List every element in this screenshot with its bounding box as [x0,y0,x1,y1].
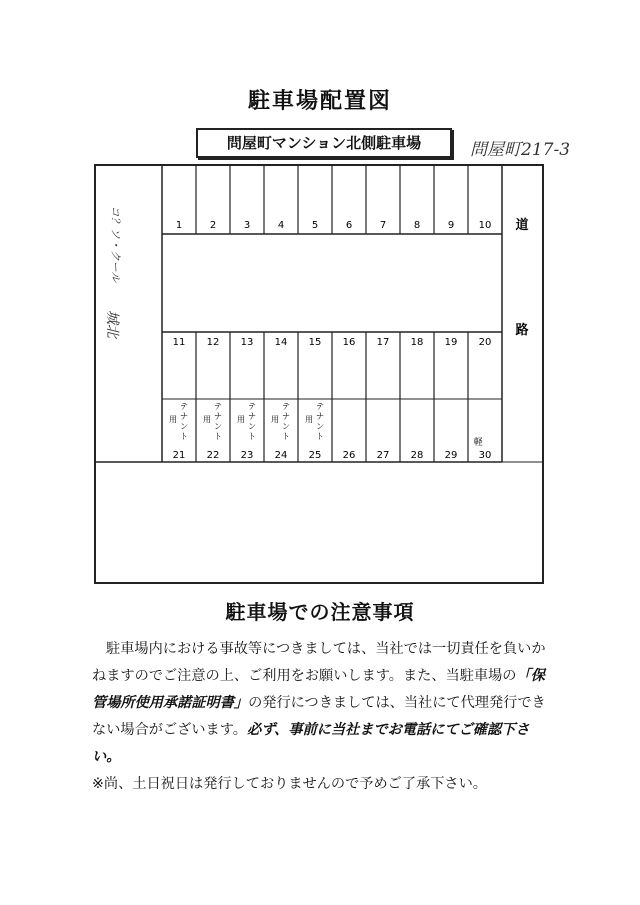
notice-paragraph-1 [92,636,552,771]
svg-text:コ？ソ・クール: コ？ソ・クール [109,205,122,283]
space-number-3: 3 [243,220,251,231]
tenant-label-char: ナ [316,412,324,421]
tenant-label-char: ト [282,432,290,441]
space-number-23: 23 [240,450,254,461]
space-number-19: 19 [444,337,458,348]
tenant-label-char: ナ [248,412,256,421]
parking-name-box: 問屋町マンション北側駐車場 [196,128,452,158]
space-number-17: 17 [376,337,390,348]
tenant-label-char: ナ [282,412,290,421]
space-number-12: 12 [206,337,220,348]
space-number-5: 5 [311,220,319,231]
tenant-label-char: ン [214,422,222,431]
space-number-18: 18 [410,337,424,348]
road-label-1: 道 [515,218,529,233]
tenant-use-label: 用 [203,415,211,424]
parking-layout-map [94,164,546,586]
space-number-13: 13 [240,337,254,348]
space-number-20: 20 [478,337,492,348]
space-number-7: 7 [379,220,387,231]
space-number-28: 28 [410,450,424,461]
tenant-use-label: 用 [169,415,177,424]
space-number-1: 1 [175,220,183,231]
light-vehicle-label: 軽 [473,438,483,448]
space-number-22: 22 [206,450,220,461]
notice-body [92,636,552,798]
space-number-8: 8 [413,220,421,231]
space-number-24: 24 [274,450,288,461]
tenant-label-char: ン [282,422,290,431]
certificate-name: 「保管場所使用承諾証明書」 [92,668,545,711]
page-title: 駐車場配置図 [247,89,392,114]
tenant-label-char: テ [180,402,188,411]
tenant-label-char: テ [214,402,222,411]
space-number-26: 26 [342,450,356,461]
confirm-instruction: 必ず、事前に当社までお電話にてご確認下さい。 [92,722,530,765]
space-number-25: 25 [308,450,322,461]
address-handwritten: 問屋町217-3 [470,140,571,160]
space-number-29: 29 [444,450,458,461]
space-number-11: 11 [172,337,186,348]
space-number-16: 16 [342,337,356,348]
tenant-use-label: 用 [305,415,313,424]
tenant-label-char: テ [282,402,290,411]
space-number-21: 21 [172,450,186,461]
notice-text-2: の発行につきましては、当社にて代理発行できない場合がございます。 [92,695,546,738]
tenant-label-char: テ [316,402,324,411]
svg-text:城北: 城北 [104,310,120,338]
tenant-use-label: 用 [237,415,245,424]
space-number-30: 30 [478,450,492,461]
tenant-label-char: ン [180,422,188,431]
tenant-label-char: ン [248,422,256,431]
space-number-27: 27 [376,450,390,461]
tenant-label-char: ナ [214,412,222,421]
road-label-2: 路 [515,323,529,338]
space-number-14: 14 [274,337,288,348]
space-number-10: 10 [478,220,492,231]
notice-text-1: 駐車場内における事故等につきましては、当社では一切責任を負いかねますのでご注意の上、ご利用をお願いします。また、当駐車場の [92,641,546,684]
space-number-6: 6 [345,220,353,231]
tenant-use-label: 用 [271,415,279,424]
notice-paragraph-2: ※尚、土日祝日は発行しておりませんので予めご了承下さい。 [92,776,487,792]
space-number-4: 4 [277,220,285,231]
notice-title: 駐車場での注意事項 [225,600,415,624]
tenant-label-char: テ [248,402,256,411]
side-note [104,206,122,340]
space-number-2: 2 [209,220,217,231]
tenant-label-char: ト [180,432,188,441]
space-number-15: 15 [308,337,322,348]
tenant-label-char: ト [316,432,324,441]
tenant-label-char: ト [214,432,222,441]
tenant-label-char: ン [316,422,324,431]
tenant-label-char: ト [248,432,256,441]
space-number-9: 9 [447,220,455,231]
tenant-label-char: ナ [180,412,188,421]
